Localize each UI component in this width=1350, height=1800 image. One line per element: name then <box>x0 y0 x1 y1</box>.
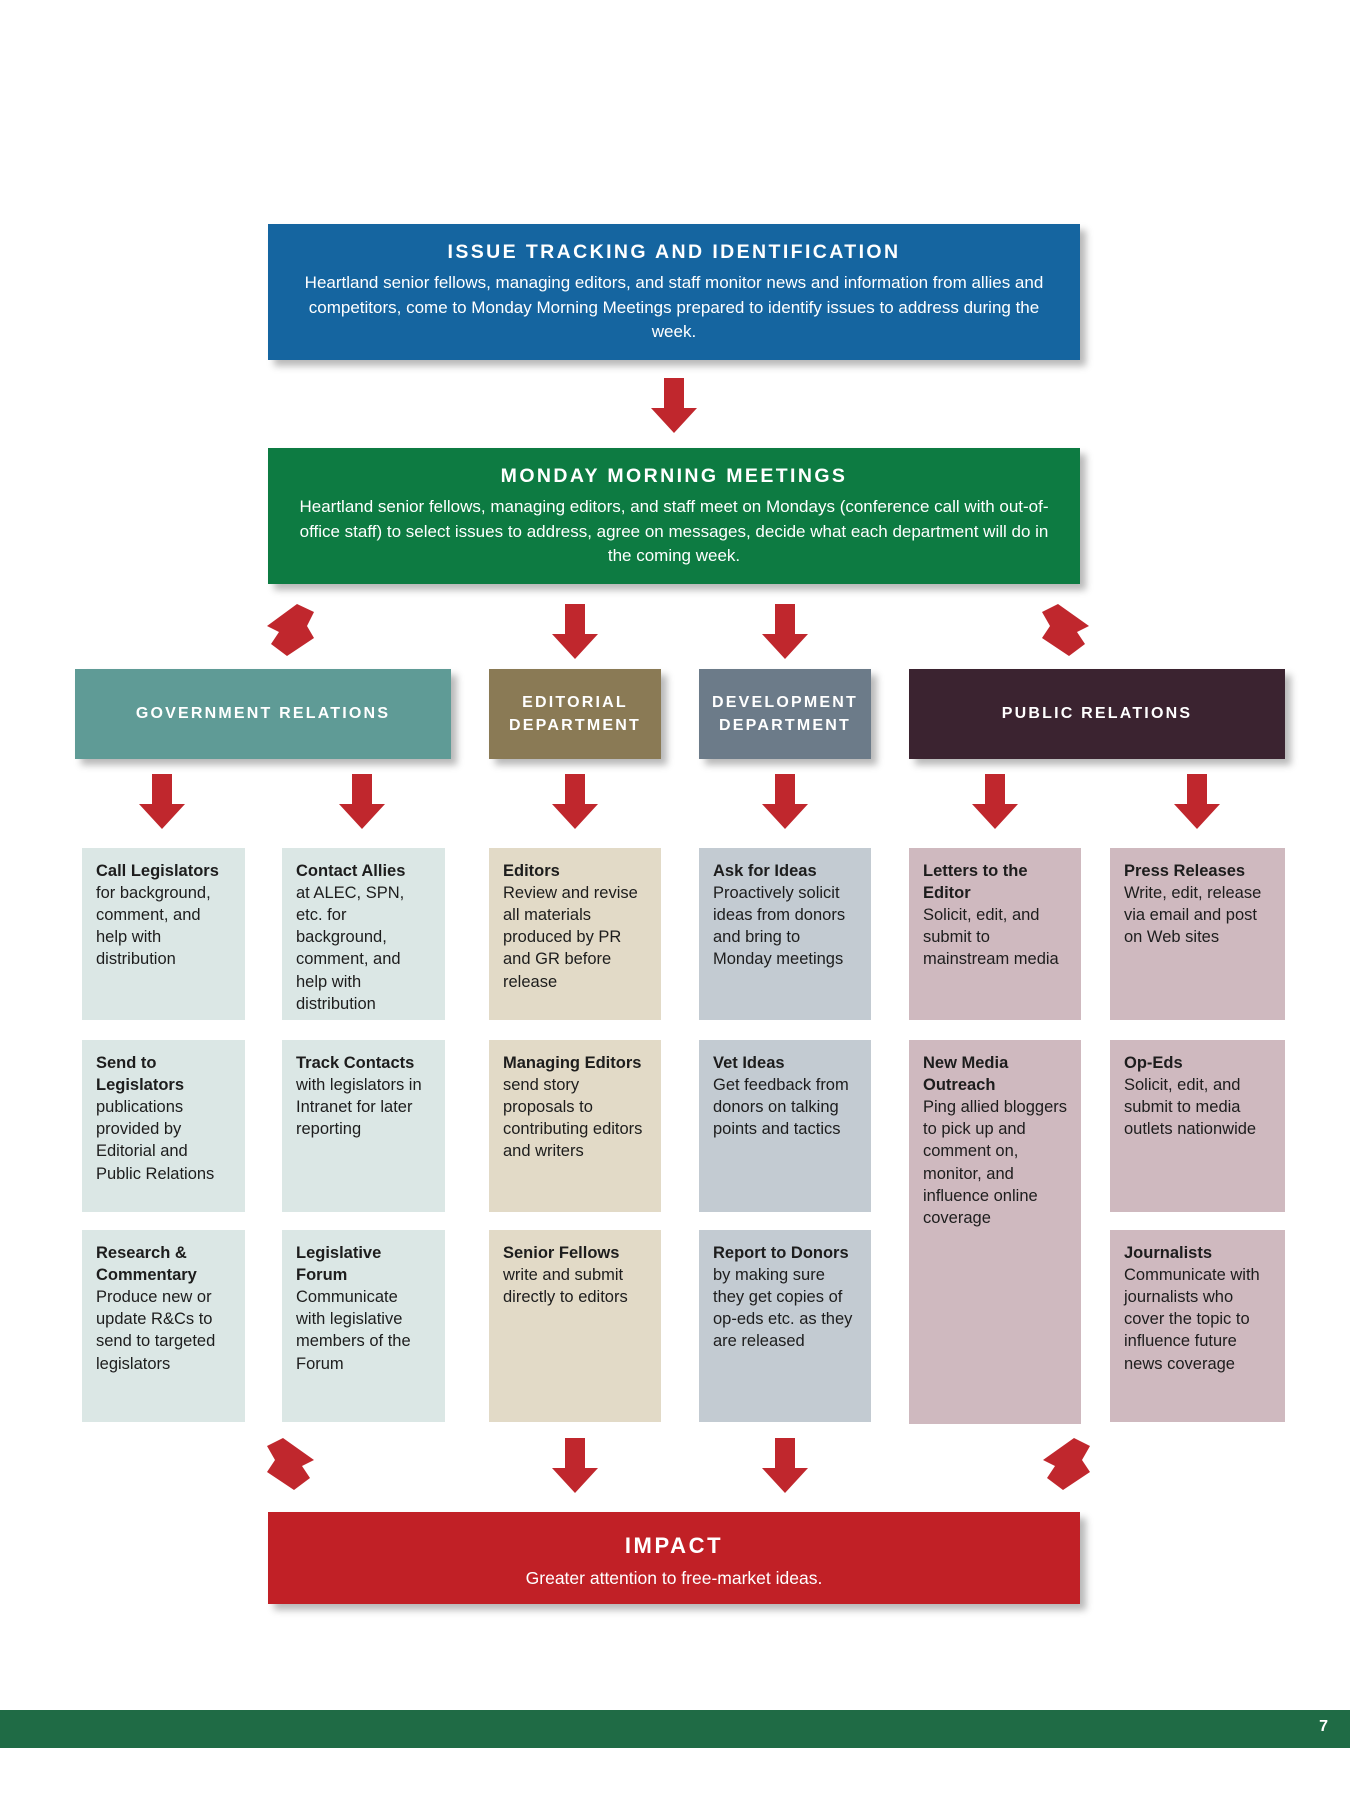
task-card-body: Solicit, edit, and submit to mainstream media <box>923 906 1059 969</box>
arrow-down-left-icon <box>265 604 315 660</box>
task-card-title: Managing Editors <box>503 1054 642 1072</box>
task-card-title: Research & Commentary <box>96 1244 197 1285</box>
task-card <box>1110 848 1285 1020</box>
task-card <box>489 1040 661 1212</box>
department-government-relations <box>75 669 451 759</box>
task-card-body: by making sure they get copies of op-eds etc. as they are released <box>713 1266 853 1351</box>
task-card-title: Legislative Forum <box>296 1244 382 1285</box>
task-card-body: Solicit, edit, and submit to media outlets nationwide <box>1124 1076 1257 1139</box>
task-card-body: Produce new or update R&Cs to send to targeted legislators <box>96 1288 216 1373</box>
task-card-title: Send to Legislators <box>96 1054 185 1095</box>
task-card <box>282 848 445 1020</box>
task-card-title: Editors <box>503 862 560 880</box>
arrow-down-icon <box>971 774 1019 830</box>
task-card-title: Call Legislators <box>96 862 219 880</box>
task-card <box>1110 1040 1285 1212</box>
monday-meetings-title: MONDAY MORNING MEETINGS <box>500 465 848 487</box>
footer-bar <box>0 1710 1350 1748</box>
arrow-down-icon <box>338 774 386 830</box>
page-number: 7 <box>1319 1718 1328 1735</box>
task-card <box>699 848 871 1020</box>
department-development <box>699 669 871 759</box>
task-card <box>1110 1230 1285 1422</box>
arrow-down-icon <box>761 604 809 660</box>
task-card-body: Proactively solicit ideas from donors and bring to Monday meetings <box>713 884 846 969</box>
task-card <box>909 1040 1081 1424</box>
task-card-title: Journalists <box>1124 1244 1213 1262</box>
monday-meetings-body: Heartland senior fellows, managing editors, and staff meet on Mondays (conference call with out-of-office staff) to select issues to address, agree on messages, decide what each department will do in the coming week. <box>299 497 1049 565</box>
arrow-down-left-icon <box>1040 1438 1092 1494</box>
impact-body: Greater attention to free-market ideas. <box>525 1567 823 1588</box>
arrow-down-icon <box>551 1438 599 1494</box>
impact-title: IMPACT <box>624 1533 724 1558</box>
department-label: DEVELOPMENT DEPARTMENT <box>712 693 858 734</box>
task-card-body: at ALEC, SPN, etc. for background, comment, and help with distribution <box>296 884 405 1013</box>
issue-tracking-body: Heartland senior fellows, managing editors, and staff monitor news and information from allies and competitors, come to Monday Morning Meetings prepared to identify issues to address during the week. <box>304 273 1044 341</box>
task-card-body: publications provided by Editorial and Public Relations <box>96 1098 215 1183</box>
task-card-title: Vet Ideas <box>713 1054 785 1072</box>
task-card-title: Contact Allies <box>296 862 406 880</box>
task-card <box>489 1230 661 1422</box>
task-card-title: Report to Donors <box>713 1244 849 1262</box>
task-card-body: write and submit directly to editors <box>503 1266 628 1307</box>
task-card-title: Op-Eds <box>1124 1054 1183 1072</box>
task-card-title: Letters to the Editor <box>923 862 1028 903</box>
task-card-body: Ping allied bloggers to pick up and comment on, monitor, and influence online coverage <box>923 1098 1068 1227</box>
task-card-title: Press Releases <box>1124 862 1246 880</box>
task-card <box>82 848 245 1020</box>
task-card-body: Review and revise all materials produced by PR and GR before release <box>503 884 638 991</box>
arrow-down-icon <box>761 774 809 830</box>
issue-tracking-box <box>268 224 1080 360</box>
arrow-down-icon <box>650 378 698 434</box>
department-editorial <box>489 669 661 759</box>
task-card <box>699 1230 871 1422</box>
department-label: PUBLIC RELATIONS <box>1001 705 1193 723</box>
task-card <box>909 848 1081 1020</box>
task-card <box>82 1040 245 1212</box>
task-card-title: Senior Fellows <box>503 1244 620 1262</box>
task-card-title: Ask for Ideas <box>713 862 817 880</box>
department-public-relations <box>909 669 1285 759</box>
task-card-body: send story proposals to contributing editors and writers <box>503 1076 643 1161</box>
arrow-down-icon <box>761 1438 809 1494</box>
arrow-down-icon <box>551 774 599 830</box>
issue-tracking-title: ISSUE TRACKING AND IDENTIFICATION <box>447 241 901 263</box>
task-card-body: for background, comment, and help with distribution <box>96 884 211 969</box>
task-card-body: Communicate with legislative members of the Forum <box>296 1288 411 1373</box>
arrow-down-icon <box>551 604 599 660</box>
monday-meetings-box <box>268 448 1080 584</box>
arrow-down-right-icon <box>1040 604 1092 660</box>
task-card <box>82 1230 245 1422</box>
task-card-body: Write, edit, release via email and post on Web sites <box>1124 884 1262 947</box>
task-card-title: Track Contacts <box>296 1054 415 1072</box>
task-card-body: Communicate with journalists who cover the topic to influence future news coverage <box>1124 1266 1260 1373</box>
task-card <box>489 848 661 1020</box>
arrow-down-right-icon <box>265 1438 317 1494</box>
arrow-down-icon <box>1173 774 1221 830</box>
task-card <box>282 1040 445 1212</box>
arrow-down-icon <box>138 774 186 830</box>
task-card <box>282 1230 445 1422</box>
task-card <box>699 1040 871 1212</box>
task-card-title: New Media Outreach <box>923 1054 1009 1095</box>
task-card-body: with legislators in Intranet for later reporting <box>296 1076 422 1139</box>
task-card-body: Get feedback from donors on talking points and tactics <box>713 1076 849 1139</box>
impact-box <box>268 1512 1080 1604</box>
department-label: EDITORIAL DEPARTMENT <box>509 693 641 734</box>
department-label: GOVERNMENT RELATIONS <box>135 705 391 723</box>
